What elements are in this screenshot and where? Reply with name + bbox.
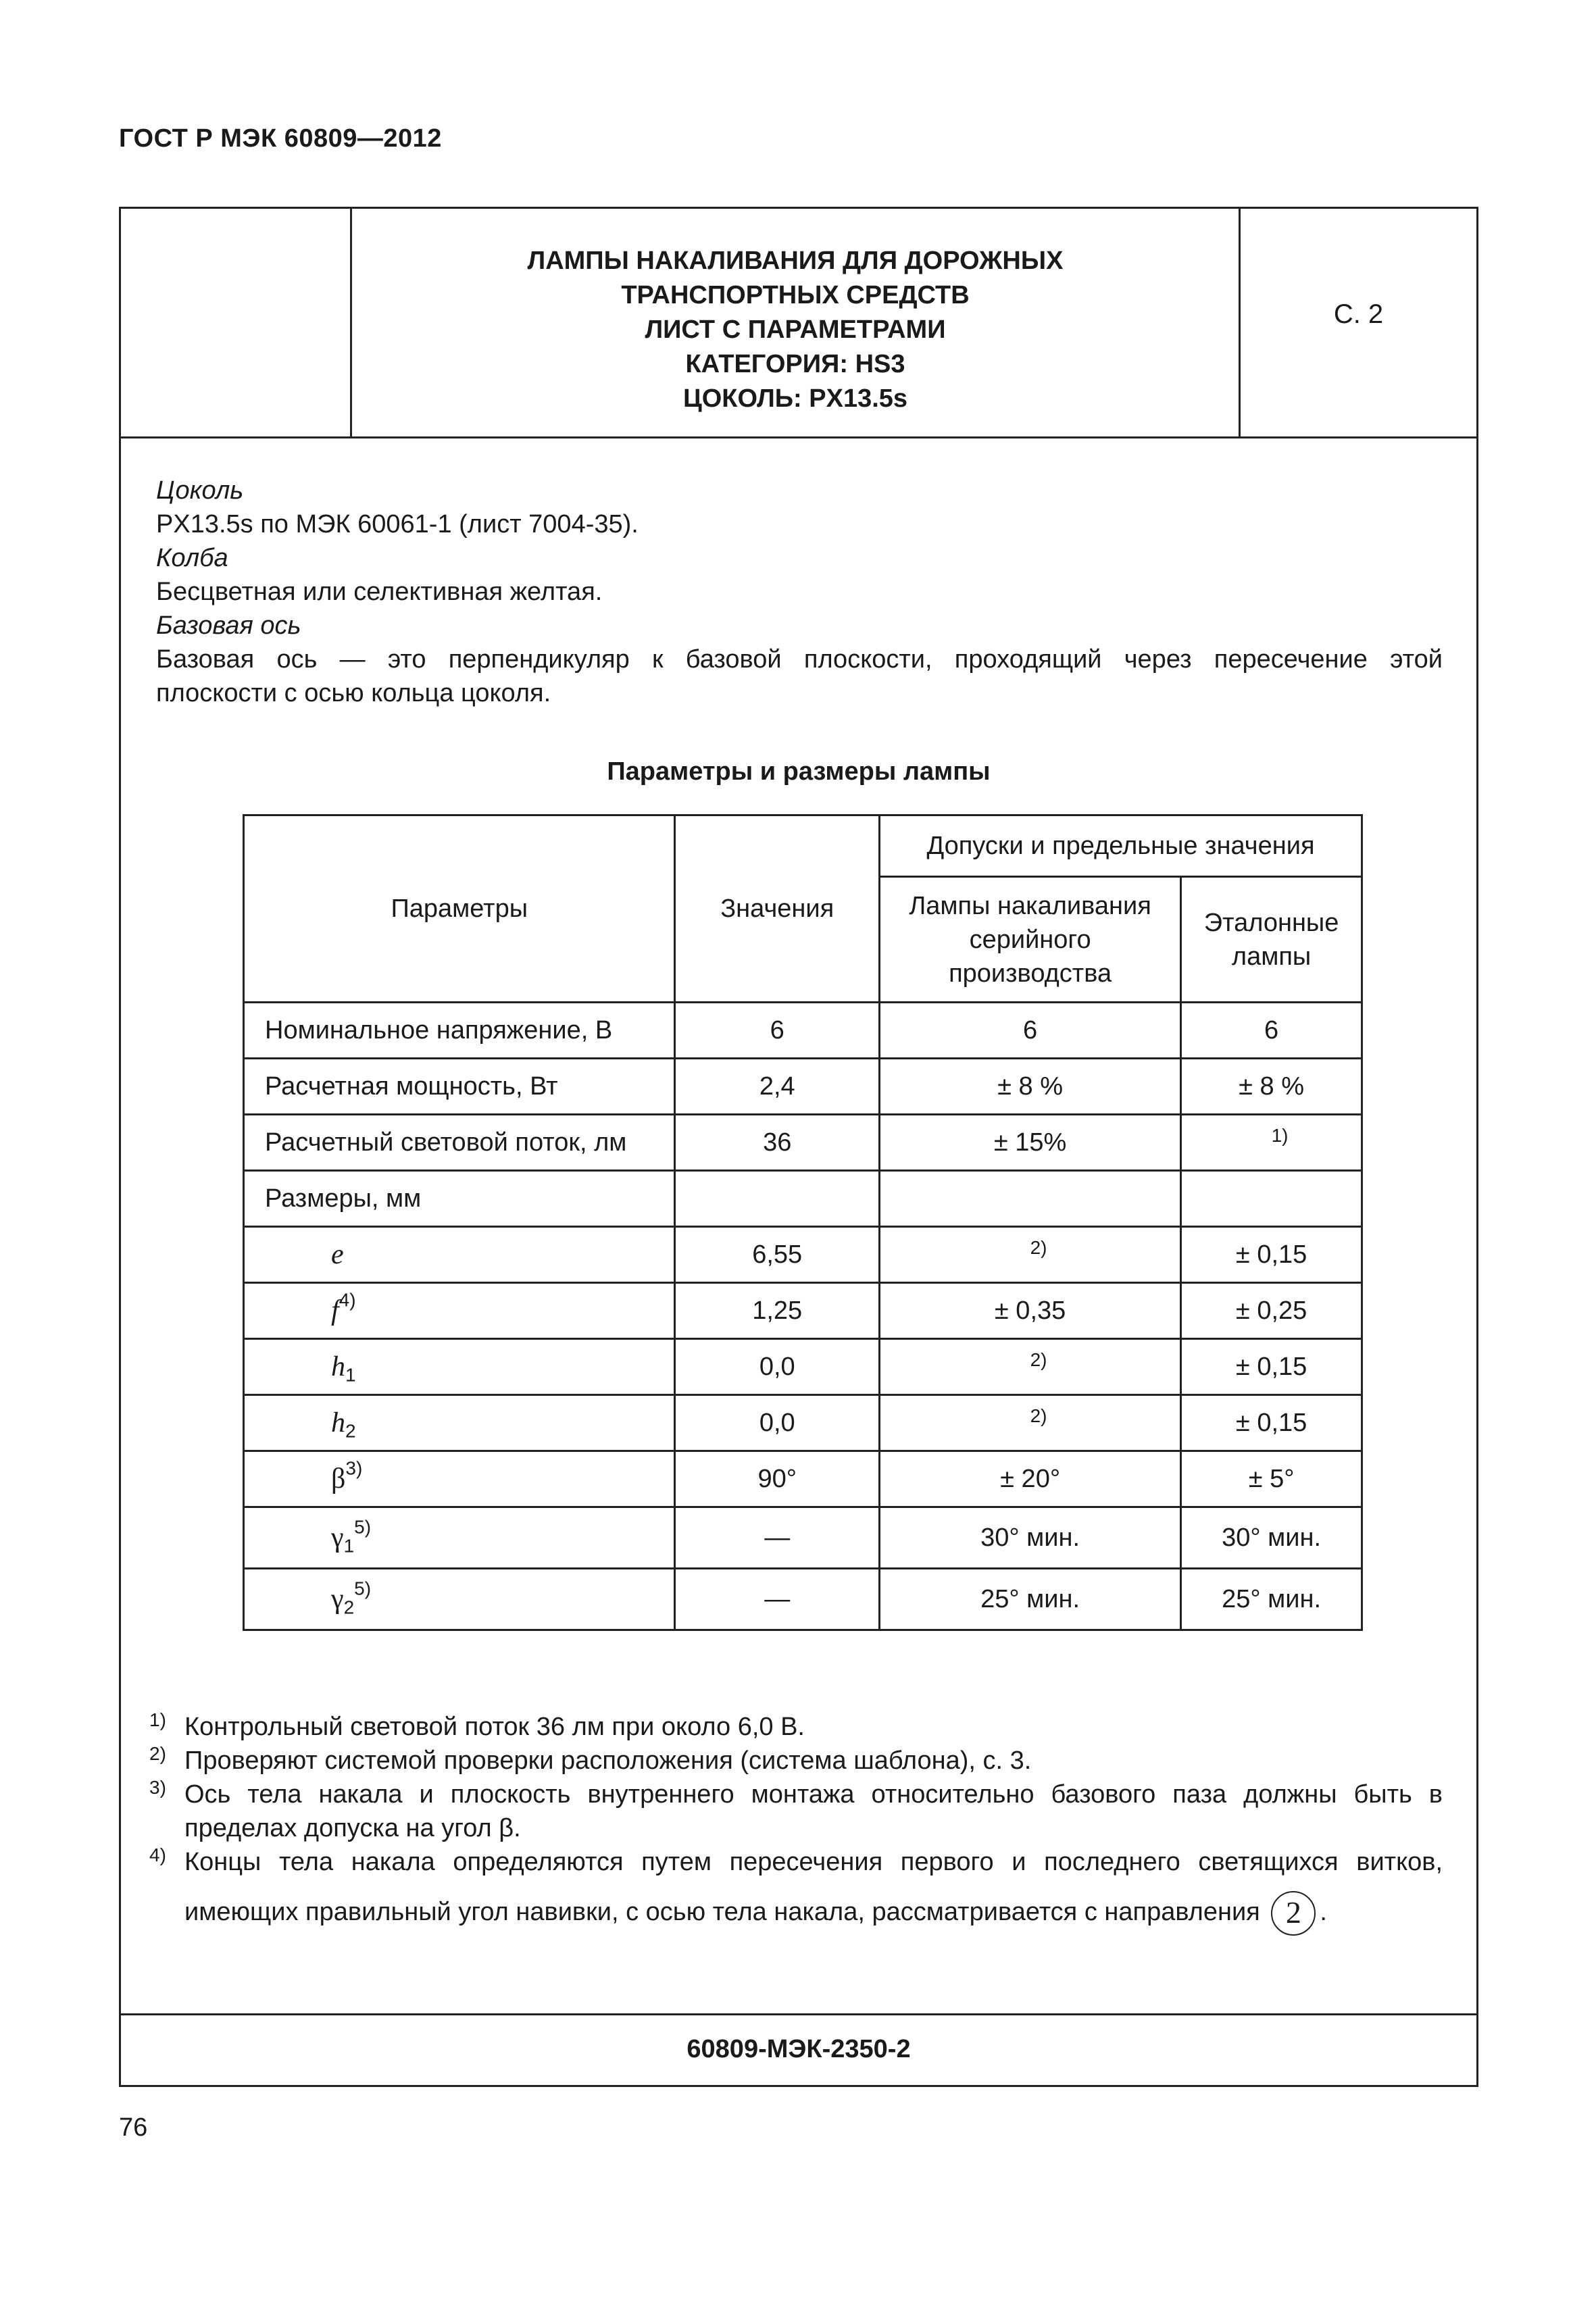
value-text: 2,4 <box>759 1072 795 1101</box>
axis-label: Базовая ось <box>156 611 301 640</box>
serial-cell <box>879 1395 1180 1451</box>
reference-cell <box>1181 1569 1362 1630</box>
reference-text: 30° мин. <box>1222 1523 1322 1552</box>
serial-cell <box>879 1283 1180 1339</box>
dimension-symbol-cell <box>244 1507 675 1569</box>
parameter-sheet-frame <box>119 207 1478 2087</box>
footnote-tail: . <box>1320 1898 1327 1927</box>
reference-cell <box>1181 1507 1362 1569</box>
footnote-ref: 5) <box>354 1516 372 1538</box>
title-line: ЛИСТ С ПАРАМЕТРАМИ <box>645 316 946 344</box>
footnote-number: 4) <box>149 1844 166 1865</box>
dimension-symbol-cell <box>244 1395 675 1451</box>
axis-text-line-1: Базовая ось — это перпендикуляр к базовой плоскости, проходящий через пересечение этой <box>156 645 1443 674</box>
sheet-page-label: С. 2 <box>1333 299 1384 329</box>
param-label: Размеры, мм <box>265 1184 422 1213</box>
serial-text: ± 0,35 <box>994 1296 1066 1325</box>
serial-text: 6 <box>1023 1015 1038 1045</box>
dimension-symbol-cell <box>244 1227 675 1283</box>
sheet-header <box>121 209 1476 438</box>
serial-text: 30° мин. <box>980 1523 1080 1552</box>
page-number: 76 <box>119 2113 148 2142</box>
dimension-symbol-cell <box>244 1283 675 1339</box>
table-row <box>244 1227 1362 1283</box>
dimension-symbol: γ <box>331 1584 344 1615</box>
serial-cell <box>879 1227 1180 1283</box>
bulb-text: Бесцветная или селективная желтая. <box>156 578 603 606</box>
footnote-number: 1) <box>149 1709 166 1730</box>
value-text: 6 <box>770 1015 784 1045</box>
serial-cell <box>879 1569 1180 1630</box>
dimension-symbol: e <box>331 1239 344 1270</box>
reference-text: ± 0,15 <box>1235 1408 1307 1437</box>
reference-cell <box>1181 1339 1362 1395</box>
footnote-ref: 2) <box>1030 1237 1047 1258</box>
param-cell <box>244 1003 675 1059</box>
title-line: КАТЕГОРИЯ: HS3 <box>685 350 905 378</box>
header-reference: Эталонные лампы <box>1181 877 1362 1003</box>
value-cell <box>675 1003 880 1059</box>
value-text: 0,0 <box>759 1352 795 1381</box>
serial-text: 25° мин. <box>980 1584 1080 1613</box>
value-cell <box>675 1171 880 1227</box>
footnote <box>149 1744 1443 1778</box>
footnote-number: 2) <box>149 1743 166 1764</box>
value-text: 90° <box>757 1464 797 1493</box>
value-text: 36 <box>763 1128 792 1157</box>
table-row <box>244 1451 1362 1507</box>
symbol-subscript: 1 <box>345 1364 356 1386</box>
footnote-text: Контрольный световой поток 36 лм при около 6,0 В. <box>184 1713 805 1741</box>
footnote-text-continued: имеющих правильный угол навивки, с осью тела накала, рассматривается с направления <box>184 1898 1260 1927</box>
table-row <box>244 1171 1362 1227</box>
reference-text: 25° мин. <box>1222 1584 1322 1613</box>
reference-text: ± 0,15 <box>1235 1352 1307 1381</box>
reference-cell <box>1181 1059 1362 1115</box>
reference-cell <box>1181 1395 1362 1451</box>
circled-direction-mark: 2 <box>1271 1891 1316 1936</box>
param-label: Расчетная мощность, Вт <box>265 1072 558 1101</box>
parameters-table <box>243 814 1363 1631</box>
table-body <box>244 1003 1362 1630</box>
header-tolerances: Допуски и предельные значения <box>879 815 1362 877</box>
value-cell <box>675 1569 880 1630</box>
reference-cell <box>1181 1283 1362 1339</box>
reference-text: ± 5° <box>1248 1464 1295 1493</box>
footnote-ref: 4) <box>339 1289 356 1311</box>
footnote-ref: 3) <box>345 1457 363 1479</box>
dimension-symbol: f <box>331 1295 339 1326</box>
value-text: — <box>764 1523 791 1552</box>
footnote-number: 3) <box>149 1777 166 1798</box>
bulb-label: Колба <box>156 544 228 572</box>
dimension-symbol: γ <box>331 1522 344 1553</box>
value-cell <box>675 1339 880 1395</box>
header-right-cell <box>1239 209 1476 436</box>
header-params: Параметры <box>244 815 675 1003</box>
value-cell <box>675 1451 880 1507</box>
serial-cell <box>879 1171 1180 1227</box>
serial-cell <box>879 1059 1180 1115</box>
title-line: ЛАМПЫ НАКАЛИВАНИЯ ДЛЯ ДОРОЖНЫХ <box>527 247 1064 275</box>
table-row <box>244 1003 1362 1059</box>
table-row <box>244 1059 1362 1115</box>
header-values: Значения <box>675 815 880 1003</box>
header-serial: Лампы накаливания серийного производства <box>879 877 1180 1003</box>
reference-cell <box>1181 1003 1362 1059</box>
value-cell <box>675 1227 880 1283</box>
footnote <box>149 1710 1443 1744</box>
value-cell <box>675 1283 880 1339</box>
value-text: — <box>764 1584 791 1613</box>
footnote-text: Проверяют системой проверки расположения (система шаблона), с. 3. <box>184 1746 1032 1775</box>
serial-text: ± 8 % <box>997 1072 1064 1101</box>
serial-cell <box>879 1451 1180 1507</box>
param-label: Номинальное напряжение, В <box>265 1015 613 1045</box>
footnotes <box>149 1710 1443 1936</box>
document-code: ГОСТ Р МЭК 60809—2012 <box>119 124 442 153</box>
reference-text: 6 <box>1264 1015 1279 1045</box>
serial-cell <box>879 1507 1180 1569</box>
reference-text: ± 0,25 <box>1235 1296 1307 1325</box>
dimension-symbol-cell <box>244 1569 675 1630</box>
dimension-symbol: h <box>331 1407 345 1438</box>
reference-text: ± 0,15 <box>1235 1240 1307 1269</box>
reference-cell <box>1181 1171 1362 1227</box>
param-cell <box>244 1059 675 1115</box>
dimension-symbol-cell <box>244 1451 675 1507</box>
cap-text: PX13.5s по МЭК 60061-1 (лист 7004-35). <box>156 510 639 538</box>
value-cell <box>675 1507 880 1569</box>
footnote <box>149 1778 1443 1845</box>
reference-text: ± 8 % <box>1239 1072 1305 1101</box>
symbol-subscript: 2 <box>345 1420 356 1442</box>
title-line: ТРАНСПОРТНЫХ СРЕДСТВ <box>621 281 970 309</box>
serial-cell <box>879 1003 1180 1059</box>
footnote-text: Концы тела накала определяются путем пересечения первого и последнего светящихся витков, <box>184 1848 1443 1876</box>
serial-cell <box>879 1339 1180 1395</box>
footnote-ref: 5) <box>354 1578 372 1599</box>
axis-text-line-2: плоскости с осью кольца цоколя. <box>156 679 551 707</box>
value-cell <box>675 1395 880 1451</box>
title-line: ЦОКОЛЬ: PX13.5s <box>682 384 908 413</box>
table-row <box>244 1339 1362 1395</box>
table-row <box>244 1507 1362 1569</box>
reference-cell <box>1181 1451 1362 1507</box>
serial-text: ± 15% <box>993 1128 1067 1157</box>
sheet-title <box>352 244 1239 416</box>
footnote <box>149 1845 1443 1936</box>
value-cell <box>675 1059 880 1115</box>
table-row <box>244 1283 1362 1339</box>
intro-section <box>156 474 1443 710</box>
value-text: 1,25 <box>752 1296 803 1325</box>
value-text: 0,0 <box>759 1408 795 1437</box>
table-row <box>244 1569 1362 1630</box>
reference-cell <box>1181 1115 1362 1171</box>
dimension-symbol: β <box>331 1463 346 1494</box>
value-text: 6,55 <box>752 1240 803 1269</box>
symbol-subscript: 1 <box>343 1535 355 1557</box>
sheet-footer-code: 60809-МЭК-2350-2 <box>121 2013 1476 2085</box>
footnote-ref: 1) <box>1271 1125 1289 1146</box>
table-title: Параметры и размеры лампы <box>607 757 991 786</box>
param-cell <box>244 1171 675 1227</box>
reference-cell <box>1181 1227 1362 1283</box>
footnote-text: Ось тела накала и плоскость внутреннего монтажа относительно базового паза должны быть в пределах допуска на угол β. <box>184 1780 1443 1842</box>
dimension-symbol: h <box>331 1351 345 1382</box>
footnote-ref: 2) <box>1030 1349 1047 1370</box>
cap-label: Цоколь <box>156 476 244 505</box>
param-cell <box>244 1115 675 1171</box>
serial-cell <box>879 1115 1180 1171</box>
param-label: Расчетный световой поток, лм <box>265 1128 627 1157</box>
value-cell <box>675 1115 880 1171</box>
symbol-subscript: 2 <box>343 1596 355 1618</box>
header-left-cell <box>121 209 352 436</box>
table-row <box>244 1115 1362 1171</box>
footnote-ref: 2) <box>1030 1405 1047 1426</box>
table-row <box>244 1395 1362 1451</box>
dimension-symbol-cell <box>244 1339 675 1395</box>
serial-text: ± 20° <box>1000 1464 1061 1493</box>
